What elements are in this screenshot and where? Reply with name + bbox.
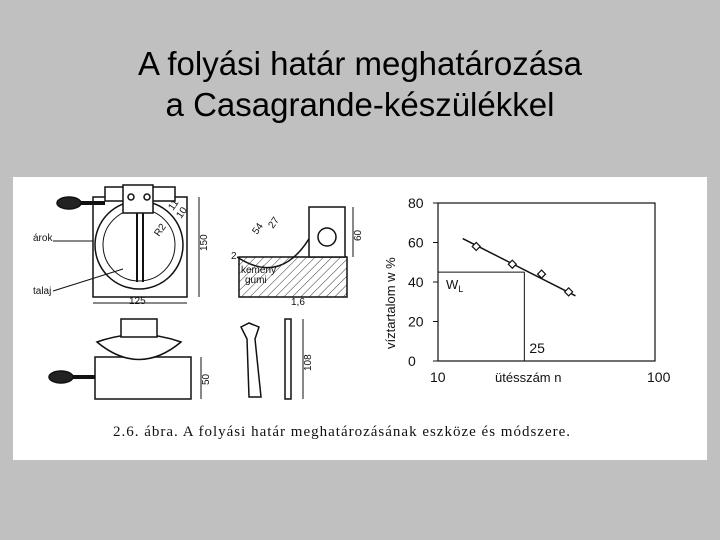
dim-27: 27 (266, 215, 282, 231)
y-tick-label: 0 (408, 353, 416, 369)
dim-54: 54 (250, 221, 266, 237)
dim-11: 11 (166, 197, 182, 213)
chart-frame (438, 203, 655, 361)
reference-y-label-sub: L (458, 284, 464, 295)
dim-125: 125 (129, 296, 146, 307)
side-view-mount (121, 319, 157, 337)
chart-axes (433, 203, 655, 361)
top-view-cup (95, 201, 183, 289)
dim-108: 108 (303, 354, 314, 371)
y-tick-label: 60 (408, 234, 424, 251)
y-tick-label: 80 (408, 195, 424, 211)
liquid-limit-chart (383, 195, 671, 385)
reference-x-label: 25 (529, 340, 545, 356)
grooving-tool-side (285, 319, 291, 399)
side-view-cup (97, 335, 181, 360)
dim-r2: R2 (152, 221, 169, 239)
dim-2: 2 (231, 251, 237, 262)
x-tick-label: 10 (430, 369, 446, 385)
reference-y-label: $W_L$ (446, 277, 464, 295)
label-arok: árok (33, 233, 53, 244)
y-axis-label: víztartalom w % (383, 257, 398, 349)
label-gumi: gumi (245, 275, 267, 286)
data-point (565, 288, 573, 296)
y-tick-label: 40 (408, 274, 424, 290)
figure-caption: 2.6. ábra. A folyási határ meghatározásának eszköze és módszere. (113, 424, 571, 440)
side-view-handle-knob (49, 371, 73, 383)
dim-16: 1,6 (291, 297, 305, 308)
side-view-base (95, 357, 191, 399)
chart-texts (383, 195, 671, 385)
top-view-handle-knob (57, 197, 81, 209)
dim-150: 150 (199, 234, 210, 251)
grooving-tool (241, 323, 261, 397)
label-talaj: talaj (33, 286, 52, 297)
y-tick-label: 20 (408, 313, 424, 330)
top-view-cup-inner (103, 209, 175, 281)
figure-panel (13, 177, 707, 460)
x-tick-label: 100 (647, 369, 671, 385)
label-kemeny: kemény (241, 265, 277, 276)
slide-title-line1: A folyási határ meghatározása (138, 45, 582, 82)
dim-60: 60 (353, 229, 364, 241)
section-cam-housing (309, 207, 345, 257)
slide-title-line2: a Casagrande-készülékkel (165, 86, 555, 123)
x-axis-label: ütésszám n (495, 370, 562, 385)
figure-svg (13, 177, 707, 460)
chart-marks (438, 239, 575, 361)
data-point (508, 260, 516, 268)
dim-10: 10 (174, 205, 190, 221)
dim-50: 50 (201, 373, 212, 385)
